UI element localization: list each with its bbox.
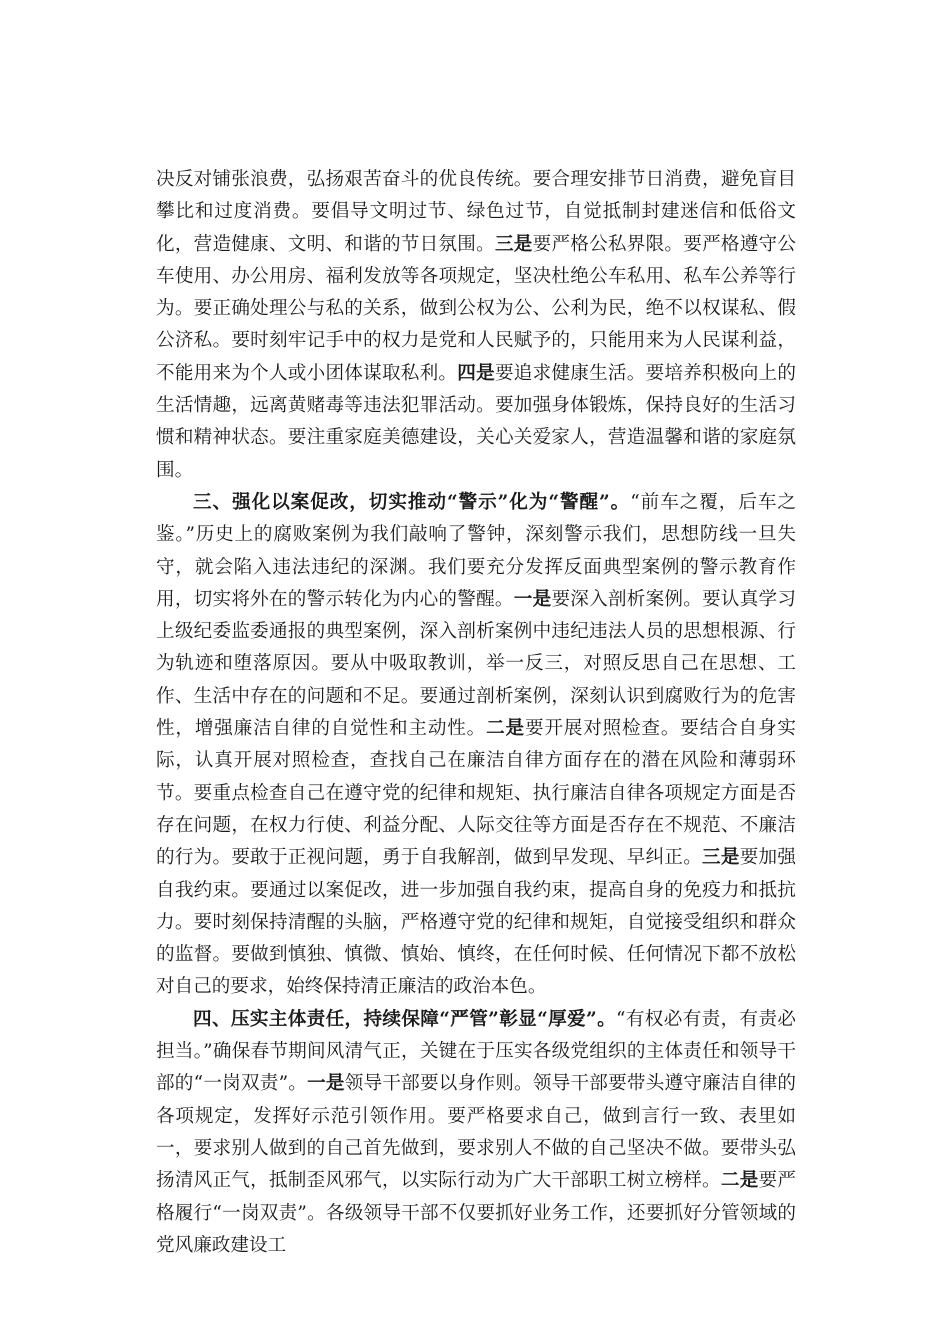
- bold-run: 一是: [307, 1073, 345, 1095]
- bold-run: 一是: [513, 588, 552, 610]
- paragraph-1: [156, 164, 796, 487]
- text-run: “有权必有责，有责必担当。”确保春节期间风清气正，关键在于压实各级党组织的主体责任和领导干部的“一岗双责”。: [156, 1008, 796, 1095]
- text-run: 要严格公私界限。要严格遵守公车使用、办公用房、福利发放等各项规定，坚决杜绝公车私用、私车公养等行为。要正确处理公与私的关系，做到公权为公、公利为民，绝不以权谋私、假公济私。要时刻牢记手中的权力是党和人民赋予的，只能用来为人民谋利益，不能用来为个人或小团体谋取私利。: [156, 233, 796, 384]
- text-run: 领导干部要以身作则。领导干部要带头遵守廉洁自律的各项规定，发挥好示范引领作用。要严格要求自己，做到言行一致、表里如一，要求别人做到的自己首先做到，要求别人不做的自己坚决不做。要带头弘扬清风正气，抵制歪风邪气，以实际行动为广大干部职工树立榜样。: [156, 1073, 796, 1192]
- text-run: “前车之覆，后车之鉴。”历史上的腐败案例为我们敲响了警钟，深刻警示我们，思想防线一旦失守，就会陷入违法违纪的深渊。我们要充分发挥反面典型案例的警示教育作用，切实将外在的警示转化为内心的警醒。: [156, 491, 796, 610]
- text-run: 要加强自我约束。要通过以案促改，进一步加强自我约束，提高自身的免疫力和抵抗力。要时刻保持清醒的头脑，严格遵守党的纪律和规矩，自觉接受组织和群众的监督。要做到慎独、慎微、慎始、慎终，在任何时候、任何情况下都不放松对自己的要求，始终保持清正廉洁的政治本色。: [156, 847, 796, 998]
- bold-run: 三是: [702, 847, 740, 869]
- bold-run: 二是: [720, 1170, 759, 1192]
- document-body: [156, 164, 796, 1262]
- bold-run: 四是: [457, 362, 495, 384]
- paragraph-3: [156, 1004, 796, 1262]
- section-heading: 三、强化以案促改，切实推动“警示”化为“警醒”。: [193, 491, 631, 513]
- section-heading: 四、压实主体责任，持续保障“严管”彰显“厚爱”。: [193, 1008, 617, 1030]
- text-run: 要严格履行“一岗双责”。各级领导干部不仅要抓好业务工作，还要抓好分管领域的党风廉政建设工: [156, 1170, 796, 1256]
- text-run: 要深入剖析案例。要认真学习上级纪委监委通报的典型案例，深入剖析案例中违纪违法人员的思想根源、行为轨迹和堕落原因。要从中吸取教训，举一反三，对照反思自己在思想、工作、生活中存在的问题和不足。要通过剖析案例，深刻认识到腐败行为的危害性，增强廉洁自律的自觉性和主动性。: [156, 588, 796, 740]
- bold-run: 三是: [494, 233, 533, 255]
- text-run: 决反对铺张浪费，弘扬艰苦奋斗的优良传统。要合理安排节日消费，避免盲目攀比和过度消费。要倡导文明过节、绿色过节，自觉抵制封建迷信和低俗文化，营造健康、文明、和谐的节日氛围。: [156, 169, 796, 255]
- text-run: 要开展对照检查。要结合自身实际，认真开展对照检查，查找自己在廉洁自律方面存在的潜在风险和薄弱环节。要重点检查自己在遵守党的纪律和规矩、执行廉洁自律各项规定方面是否存在问题，在权力行使、利益分配、人际交往等方面是否存在不规范、不廉洁的行为。要敢于正视问题，勇于自我解剖，做到早发现、早纠正。: [156, 718, 796, 869]
- bold-run: 二是: [486, 718, 525, 740]
- paragraph-2: [156, 487, 796, 1004]
- text-run: 要追求健康生活。要培养积极向上的生活情趣，远离黄赌毒等违法犯罪活动。要加强身体锻炼，保持良好的生活习惯和精神状态。要注重家庭美德建设，关心关爱家人，营造温馨和谐的家庭氛围。: [156, 362, 796, 481]
